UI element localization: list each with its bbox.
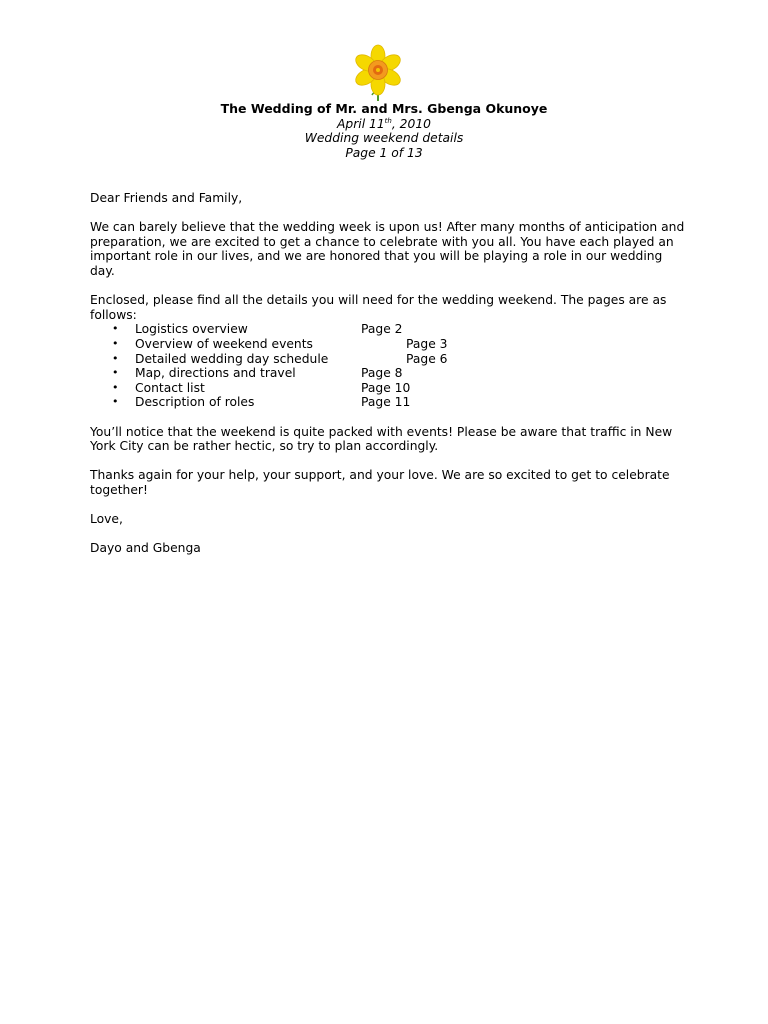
contents-item-page: Page 3 <box>406 336 448 351</box>
bullet-icon: • <box>112 366 119 380</box>
document-subtitle: Wedding weekend details <box>304 131 464 146</box>
bullet-icon: • <box>112 380 119 394</box>
greeting: Dear Friends and Family, <box>90 191 243 205</box>
letter-body <box>90 191 690 570</box>
contents-item-label: Detailed wedding day schedule <box>135 351 329 366</box>
contents-item-page: Page 8 <box>361 366 403 381</box>
closing: Love, <box>90 512 123 527</box>
contents-item-label: Description of roles <box>135 395 255 410</box>
paragraph-intro: We can barely believe that the wedding week is upon us! After many months of anticipation and preparation, we are excited to get a chance to celebrate with you all. You have each played an important role in our lives, and we are honored that you will be playing a role in our wedding day. <box>90 220 685 278</box>
contents-list-item <box>90 352 690 367</box>
contents-list-item <box>90 337 690 352</box>
wedding-date: April 11th, 2010 <box>337 116 431 131</box>
paragraph-traffic: You’ll notice that the weekend is quite packed with events! Please be aware that traffic in New York City can be rather hectic, so try to plan accordingly. <box>90 424 673 454</box>
contents-item-label: Contact list <box>135 380 205 395</box>
bullet-icon: • <box>112 395 119 409</box>
daffodil-flower-icon <box>347 44 409 102</box>
bullet-icon: • <box>112 351 119 365</box>
contents-item-label: Map, directions and travel <box>135 366 296 381</box>
contents-item-page: Page 6 <box>406 351 448 366</box>
page-indicator: Page 1 of 13 <box>345 145 423 160</box>
bullet-icon: • <box>112 322 119 336</box>
contents-item-page: Page 2 <box>361 322 403 337</box>
paragraph-enclosed: Enclosed, please find all the details you will need for the wedding weekend. The pages are as follows: <box>90 293 667 322</box>
signature: Dayo and Gbenga <box>90 541 201 556</box>
document-title: The Wedding of Mr. and Mrs. Gbenga Okunoye <box>220 101 548 116</box>
contents-list-item <box>90 366 690 381</box>
contents-list-item <box>90 381 690 396</box>
contents-list <box>90 322 690 410</box>
document-header <box>0 102 768 160</box>
contents-list-item <box>90 395 690 410</box>
paragraph-thanks: Thanks again for your help, your support, and your love. We are so excited to get to celebrate together! <box>90 468 670 497</box>
contents-list-item <box>90 322 690 337</box>
contents-item-label: Logistics overview <box>135 322 248 337</box>
contents-item-label: Overview of weekend events <box>135 336 313 351</box>
contents-item-page: Page 10 <box>361 380 411 395</box>
contents-item-page: Page 11 <box>361 395 411 410</box>
bullet-icon: • <box>112 336 119 350</box>
